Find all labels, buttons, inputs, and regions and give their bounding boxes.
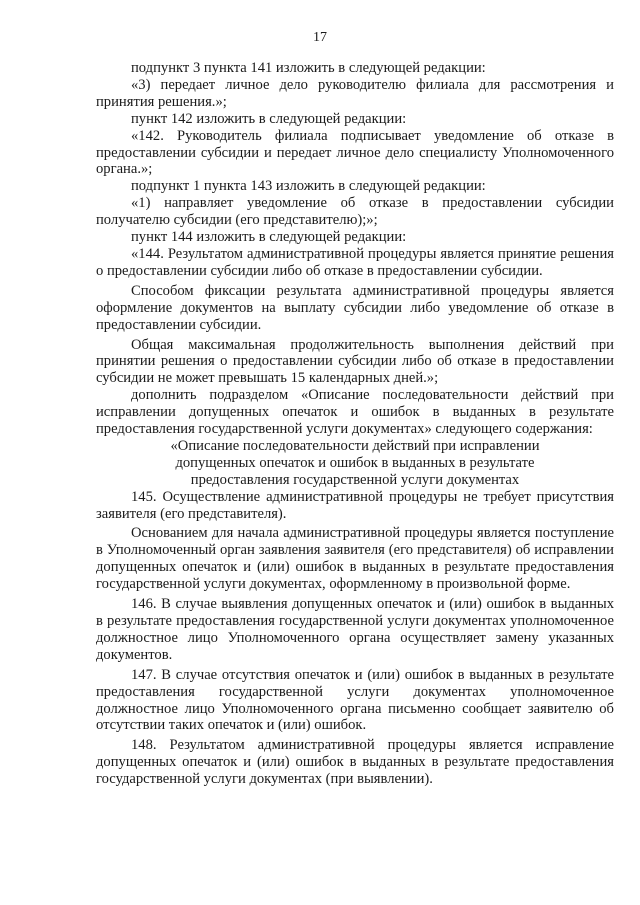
subsection-heading-line-1: «Описание последовательности действий при исправлении: [170, 437, 540, 454]
paragraph-amend-142: пункт 142 изложить в следующей редакции:: [131, 110, 407, 127]
paragraph-143-1: «1) направляет уведомление об отказе в предоставлении субсидии получателю субсидии (его представителю);»;: [96, 195, 614, 229]
paragraph-amend-141: подпункт 3 пункта 141 изложить в следующей редакции:: [131, 60, 486, 76]
subsection-heading-line-3: предоставления государственной услуги документах: [190, 471, 520, 488]
paragraph-148: 148. Результатом административной процедуры является исправление допущенных опечаток и (или) ошибок в выданных в результате предоставления государственной услуги документах (при выявлении).: [96, 737, 614, 788]
paragraph-142: «142. Руководитель филиала подписывает уведомление об отказе в предоставлении субсидии и передает личное дело специалисту Уполномоченного органа.»;: [96, 127, 614, 178]
paragraph-basis: Основанием для начала административной процедуры является поступление в Уполномоченный орган заявления заявителя (его представителя) об исправлении допущенных опечаток и (или) ошибок в выданных в результате предоставления государственной услуги документах, оформленному в произвольной форме.: [96, 525, 614, 593]
paragraph-duration: Общая максимальная продолжительность выполнения действий при принятии решения о предоставлении субсидии либо об отказе в предоставлении субсидии не может превышать 15 календарных дней.»;: [96, 336, 614, 387]
page-number: 17: [313, 30, 327, 45]
paragraph-144: «144. Результатом административной процедуры является принятие решения о предоставлении субсидии либо об отказе в предоставлении субсидии.: [96, 245, 614, 279]
paragraph-147: 147. В случае отсутствия опечаток и (или) ошибок в выданных в результате предоставления государственной услуги документах уполномоченное должностное лицо Уполномоченного органа письменно сообщает заявителю об отсутствии таких опечаток и (или) ошибок.: [96, 666, 614, 734]
paragraph-add-subsection: дополнить подразделом «Описание последовательности действий при исправлении допущенных опечаток и ошибок в выданных в результате предоставления государственной услуги документах» следующего содержания:: [96, 387, 614, 438]
paragraph-fixation: Способом фиксации результата административной процедуры является оформление документов на выплату субсидии либо уведомление об отказе в предоставлении субсидии.: [96, 282, 614, 333]
paragraph-amend-143: подпункт 1 пункта 143 изложить в следующей редакции:: [131, 178, 486, 195]
document-body: [96, 60, 614, 788]
paragraph-145: 145. Осуществление административной процедуры не требует присутствия заявителя (его представителя).: [96, 488, 614, 522]
paragraph-146: 146. В случае выявления допущенных опечаток и (или) ошибок в выданных в результате предоставления государственной услуги документах уполномоченное должностное лицо Уполномоченного органа осуществляет замену указанных документов.: [96, 596, 614, 663]
paragraph-amend-144: пункт 144 изложить в следующей редакции:: [131, 229, 407, 246]
subsection-heading: [96, 438, 614, 489]
paragraph-141-3: «3) передает личное дело руководителю филиала для рассмотрения и принятия решения.»;: [96, 76, 614, 110]
subsection-heading-line-2: допущенных опечаток и ошибок в выданных в результате: [175, 454, 535, 471]
